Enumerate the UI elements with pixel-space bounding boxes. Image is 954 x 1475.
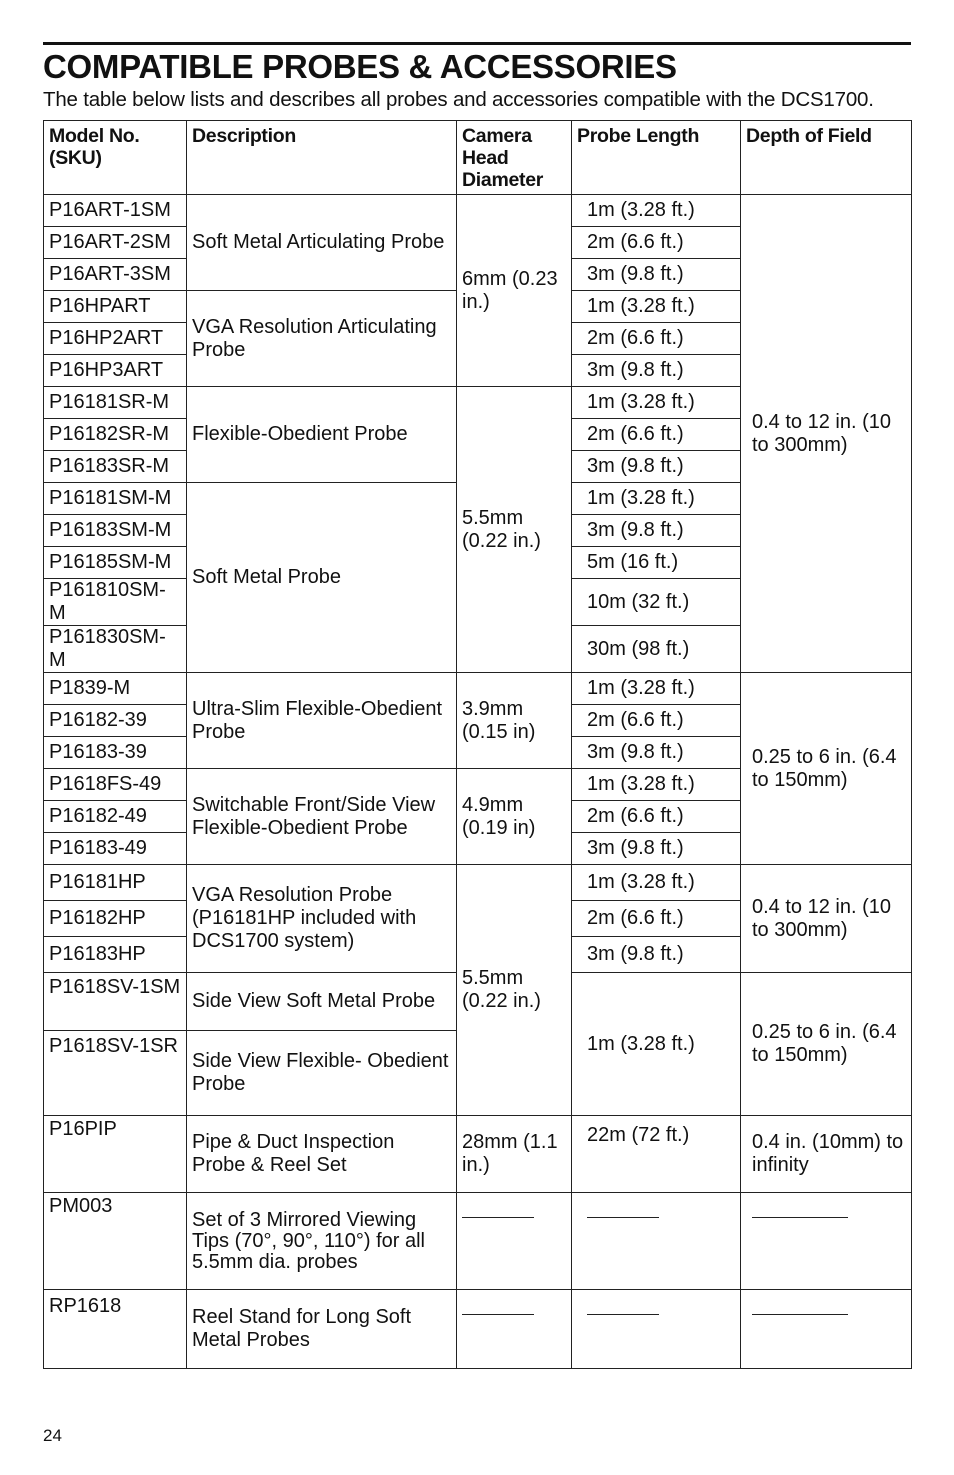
length-cell: 30m (98 ft.) bbox=[572, 626, 741, 673]
model-cell: P16182-39 bbox=[44, 705, 187, 737]
length-cell: 3m (9.8 ft.) bbox=[572, 259, 741, 291]
description-cell: Pipe & Duct Inspection Probe & Reel Set bbox=[187, 1116, 457, 1193]
model-cell: P161810SM-M bbox=[44, 579, 187, 626]
column-header-length: Probe Length bbox=[572, 121, 741, 195]
description-cell: Reel Stand for Long Soft Metal Probes bbox=[187, 1290, 457, 1369]
empty-dash bbox=[462, 1314, 534, 1315]
length-cell: 1m (3.28 ft.) bbox=[572, 387, 741, 419]
length-cell: 10m (32 ft.) bbox=[572, 579, 741, 626]
description-cell: Soft Metal Articulating Probe bbox=[187, 195, 457, 291]
model-cell: P16HP2ART bbox=[44, 323, 187, 355]
diameter-cell: 3.9mm (0.15 in) bbox=[457, 673, 572, 769]
diameter-cell: 28mm (1.1 in.) bbox=[457, 1116, 572, 1193]
model-cell: P16ART-2SM bbox=[44, 227, 187, 259]
length-cell: 2m (6.6 ft.) bbox=[572, 419, 741, 451]
depth-cell bbox=[741, 1290, 912, 1369]
diameter-cell: 5.5mm (0.22 in.) bbox=[457, 865, 572, 1116]
table-row bbox=[44, 1116, 912, 1193]
page-subtitle: The table below lists and describes all probes and accessories compatible with the DCS1700. bbox=[43, 88, 874, 111]
column-header-depth: Depth of Field bbox=[741, 121, 912, 195]
model-cell: P16182HP bbox=[44, 901, 187, 937]
description-cell: Soft Metal Probe bbox=[187, 483, 457, 673]
length-cell: 2m (6.6 ft.) bbox=[572, 901, 741, 937]
length-cell: 2m (6.6 ft.) bbox=[572, 323, 741, 355]
diameter-cell bbox=[457, 1290, 572, 1369]
model-cell: P1618SV-1SM bbox=[44, 973, 187, 1031]
model-cell: P16182SR-M bbox=[44, 419, 187, 451]
table-header-row bbox=[44, 121, 912, 195]
table-row bbox=[44, 673, 912, 705]
table-row bbox=[44, 195, 912, 227]
model-cell: P1618FS-49 bbox=[44, 769, 187, 801]
length-cell: 1m (3.28 ft.) bbox=[572, 769, 741, 801]
model-cell: P16185SM-M bbox=[44, 547, 187, 579]
description-cell: Set of 3 Mirrored Viewing Tips (70°, 90°, 110°) for all 5.5mm dia. probes bbox=[187, 1193, 457, 1290]
depth-cell: 0.4 to 12 in. (10 to 300mm) bbox=[741, 865, 912, 973]
description-cell: Flexible-Obedient Probe bbox=[187, 387, 457, 483]
column-header-diameter: Camera Head Diameter bbox=[457, 121, 572, 195]
length-cell: 3m (9.8 ft.) bbox=[572, 451, 741, 483]
length-cell: 1m (3.28 ft.) bbox=[572, 483, 741, 515]
length-cell: 2m (6.6 ft.) bbox=[572, 801, 741, 833]
length-cell: 3m (9.8 ft.) bbox=[572, 515, 741, 547]
model-cell: P16PIP bbox=[44, 1116, 187, 1193]
length-cell: 1m (3.28 ft.) bbox=[572, 673, 741, 705]
model-cell: P1618SV-1SR bbox=[44, 1031, 187, 1116]
model-cell: P16183SM-M bbox=[44, 515, 187, 547]
model-cell: P16HP3ART bbox=[44, 355, 187, 387]
empty-dash bbox=[587, 1217, 659, 1218]
model-cell: P16183HP bbox=[44, 937, 187, 973]
description-cell: VGA Resolution Articulating Probe bbox=[187, 291, 457, 387]
length-cell: 1m (3.28 ft.) bbox=[572, 291, 741, 323]
model-cell: P16181HP bbox=[44, 865, 187, 901]
length-cell: 2m (6.6 ft.) bbox=[572, 227, 741, 259]
description-cell: Ultra-Slim Flexible-Obedient Probe bbox=[187, 673, 457, 769]
length-cell bbox=[572, 1193, 741, 1290]
length-cell: 1m (3.28 ft.) bbox=[572, 195, 741, 227]
length-cell: 3m (9.8 ft.) bbox=[572, 937, 741, 973]
column-header-description: Description bbox=[187, 121, 457, 195]
table-row bbox=[44, 1193, 912, 1290]
empty-dash bbox=[587, 1314, 659, 1315]
page-number: 24 bbox=[43, 1426, 62, 1445]
model-cell: PM003 bbox=[44, 1193, 187, 1290]
depth-cell: 0.25 to 6 in. (6.4 to 150mm) bbox=[741, 673, 912, 865]
length-cell: 2m (6.6 ft.) bbox=[572, 705, 741, 737]
model-cell: P16ART-3SM bbox=[44, 259, 187, 291]
page-title: COMPATIBLE PROBES & ACCESSORIES bbox=[43, 48, 677, 85]
empty-dash bbox=[752, 1314, 848, 1315]
model-cell: P16183-39 bbox=[44, 737, 187, 769]
length-cell: 5m (16 ft.) bbox=[572, 547, 741, 579]
model-cell: P16183-49 bbox=[44, 833, 187, 865]
empty-dash bbox=[752, 1217, 848, 1218]
diameter-cell: 5.5mm (0.22 in.) bbox=[457, 387, 572, 673]
length-cell: 3m (9.8 ft.) bbox=[572, 737, 741, 769]
model-cell: P16HPART bbox=[44, 291, 187, 323]
length-cell: 3m (9.8 ft.) bbox=[572, 355, 741, 387]
model-cell: P16181SM-M bbox=[44, 483, 187, 515]
length-cell: 1m (3.28 ft.) bbox=[572, 973, 741, 1116]
description-cell: Side View Flexible- Obedient Probe bbox=[187, 1031, 457, 1116]
empty-dash bbox=[462, 1217, 534, 1218]
model-cell: P16183SR-M bbox=[44, 451, 187, 483]
diameter-cell: 6mm (0.23 in.) bbox=[457, 195, 572, 387]
length-cell bbox=[572, 1290, 741, 1369]
depth-cell bbox=[741, 1193, 912, 1290]
model-cell: P16ART-1SM bbox=[44, 195, 187, 227]
table-row bbox=[44, 865, 912, 901]
model-cell: P16182-49 bbox=[44, 801, 187, 833]
diameter-cell bbox=[457, 1193, 572, 1290]
model-cell: P1839-M bbox=[44, 673, 187, 705]
depth-cell: 0.4 in. (10mm) to infinity bbox=[741, 1116, 912, 1193]
description-cell: Side View Soft Metal Probe bbox=[187, 973, 457, 1031]
diameter-cell: 4.9mm (0.19 in) bbox=[457, 769, 572, 865]
length-cell: 3m (9.8 ft.) bbox=[572, 833, 741, 865]
description-cell: Switchable Front/Side View Flexible-Obedient Probe bbox=[187, 769, 457, 865]
model-cell: P161830SM-M bbox=[44, 626, 187, 673]
probes-table bbox=[43, 120, 912, 1369]
model-cell: RP1618 bbox=[44, 1290, 187, 1369]
column-header-model: Model No. (SKU) bbox=[44, 121, 187, 195]
description-cell: VGA Resolution Probe (P16181HP included with DCS1700 system) bbox=[187, 865, 457, 973]
model-cell: P16181SR-M bbox=[44, 387, 187, 419]
depth-cell: 0.25 to 6 in. (6.4 to 150mm) bbox=[741, 973, 912, 1116]
length-cell: 22m (72 ft.) bbox=[572, 1116, 741, 1193]
top-rule bbox=[43, 42, 911, 45]
table-row bbox=[44, 1290, 912, 1369]
depth-cell: 0.4 to 12 in. (10 to 300mm) bbox=[741, 195, 912, 673]
length-cell: 1m (3.28 ft.) bbox=[572, 865, 741, 901]
